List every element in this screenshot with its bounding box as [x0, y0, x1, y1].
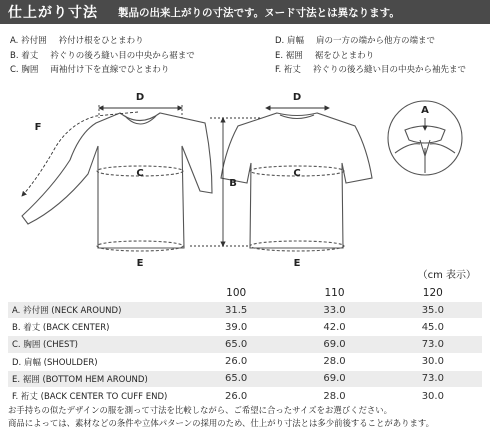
page-title: 仕上がり寸法 — [8, 5, 98, 21]
cell-value: 35.0 — [384, 302, 482, 319]
legend-left — [10, 35, 195, 79]
legend-key: F. 裄丈 — [275, 65, 301, 75]
front-shirt-outline — [22, 113, 212, 248]
cell-value: 73.0 — [384, 336, 482, 353]
legend-item-e — [275, 50, 466, 65]
legend-item-a — [10, 35, 195, 50]
cell-value: 39.0 — [187, 319, 285, 336]
footnote-line: 商品によっては、素材などの条件や立体パターンの採用のため、仕上がり寸法とは多少前後することがあります。 — [8, 418, 434, 428]
legend-desc: 衿ぐりの後ろ縫い目の中央から裾まで — [50, 50, 195, 61]
footnote-line: お手持ちの似たデザインの服を測って寸法を比較しながら、ご希望に合ったサイズをお選びください。 — [8, 405, 392, 415]
cell-value: 42.0 — [285, 319, 383, 336]
label-e-front: E — [136, 258, 144, 269]
legend-desc: 衿ぐりの後ろ縫い目の中央から袖先まで — [312, 65, 466, 75]
table-header-blank — [8, 283, 187, 302]
row-label: F. 裄丈 (BACK CENTER TO CUFF END) — [8, 387, 187, 404]
garment-diagram — [0, 78, 490, 269]
size-table — [8, 283, 482, 405]
legend-key: A. 衿付囲 — [10, 36, 47, 46]
label-c-back: C — [293, 168, 301, 179]
header-bar — [0, 0, 490, 24]
legend-right — [275, 35, 466, 79]
table-row — [8, 370, 482, 387]
cell-value: 69.0 — [285, 336, 383, 353]
legend-desc: 肩の一方の端から他方の端まで — [315, 36, 435, 46]
row-label: A. 衿付囲 (NECK AROUND) — [8, 302, 187, 319]
cell-value: 30.0 — [384, 353, 482, 370]
table-header-row — [8, 283, 482, 302]
row-label: E. 裾囲 (BOTTOM HEM AROUND) — [8, 370, 187, 387]
cell-value: 69.0 — [285, 370, 383, 387]
label-f: F — [34, 122, 42, 133]
label-d-front: D — [135, 92, 145, 103]
table-row — [8, 302, 482, 319]
legend-desc: 裾をひとまわり — [314, 50, 375, 61]
table-header-size: 100 — [226, 286, 247, 299]
front-hem-ellipse — [97, 241, 183, 251]
cell-value: 26.0 — [187, 387, 285, 404]
legend-key: B. 着丈 — [10, 50, 39, 61]
legend-key: E. 裾囲 — [275, 50, 303, 61]
cell-value: 26.0 — [187, 353, 285, 370]
cell-value: 31.5 — [187, 302, 285, 319]
legend-item-c — [10, 64, 195, 79]
label-e-back: E — [293, 258, 301, 269]
unit-label: （cm 表示） — [417, 270, 476, 281]
legend-item-f — [275, 64, 466, 79]
legend-desc: 衿付け根をひとまわり — [58, 36, 144, 46]
row-label: B. 着丈 (BACK CENTER) — [8, 319, 187, 336]
legend-item-b — [10, 50, 195, 65]
back-hem-ellipse — [250, 241, 344, 251]
table-header-size: 120 — [422, 286, 443, 299]
table-header-size: 110 — [324, 286, 345, 299]
label-a: A — [421, 105, 429, 116]
table-row — [8, 387, 482, 404]
table-row — [8, 319, 482, 336]
back-shirt-outline — [221, 113, 372, 248]
page-subtitle: 製品の出来上がりの寸法です。ヌード寸法とは異なります。 — [118, 6, 400, 19]
table-row — [8, 336, 482, 353]
label-c-front: C — [136, 168, 144, 179]
cell-value: 28.0 — [285, 387, 383, 404]
footnotes — [8, 404, 434, 430]
table-row — [8, 353, 482, 370]
cell-value: 33.0 — [285, 302, 383, 319]
label-d-back: D — [292, 92, 302, 103]
cell-value: 45.0 — [384, 319, 482, 336]
label-b: B — [229, 178, 237, 189]
cell-value: 65.0 — [187, 370, 285, 387]
cell-value: 73.0 — [384, 370, 482, 387]
legend-desc: 両袖付け下を直線でひとまわり — [50, 65, 170, 75]
cell-value: 30.0 — [384, 387, 482, 404]
legend-key: C. 胸囲 — [10, 65, 39, 75]
legend-item-d — [275, 35, 466, 50]
row-label: D. 肩幅 (SHOULDER) — [8, 353, 187, 370]
legend-key: D. 肩幅 — [275, 36, 304, 46]
cell-value: 65.0 — [187, 336, 285, 353]
cell-value: 28.0 — [285, 353, 383, 370]
row-label: C. 胸囲 (CHEST) — [8, 336, 187, 353]
